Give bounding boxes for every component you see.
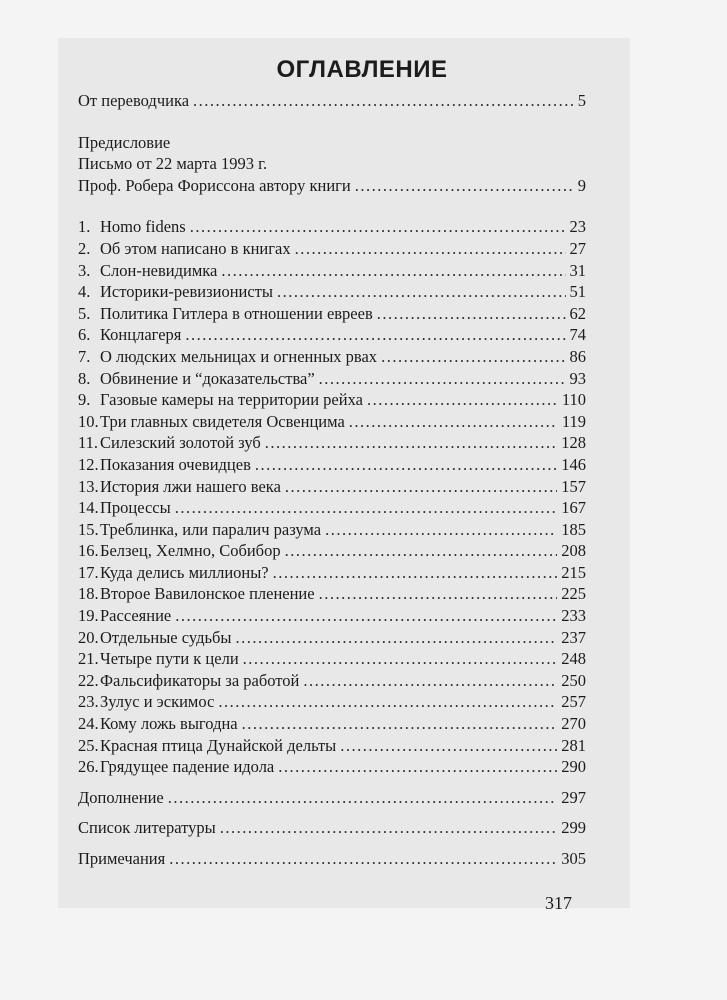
toc-entry-chapter: [78, 627, 586, 649]
entry-page: 208: [561, 541, 586, 561]
entry-title: Проф. Робера Фориссона автору книги: [78, 175, 351, 195]
toc-entry-translator: [78, 90, 586, 112]
leader-dots: [381, 346, 565, 368]
chapter-number: 8.: [78, 368, 91, 388]
entry-title: Второе Вавилонское пленение: [100, 584, 315, 604]
leader-dots: [242, 713, 558, 735]
chapter-number: 17.: [78, 562, 99, 582]
chapter-number: 7.: [78, 346, 91, 366]
leader-dots: [367, 389, 558, 411]
leader-dots: [355, 175, 574, 197]
toc-entry-chapter: [78, 540, 586, 562]
entry-page: 297: [561, 787, 586, 807]
chapter-number: 20.: [78, 627, 99, 647]
toc-entry-chapter: [78, 691, 586, 713]
toc-entry-chapter: [78, 476, 586, 498]
entry-title: Четыре пути к цели: [100, 649, 239, 669]
toc-entry-bibliography: [78, 817, 586, 839]
entry-title: Фальсификаторы за работой: [100, 670, 300, 690]
entry-page: 225: [561, 584, 586, 604]
entry-page: 281: [561, 735, 586, 755]
entry-page: 23: [569, 217, 586, 237]
entry-title: Белзец, Хелмно, Собибор: [100, 541, 281, 561]
entry-page: 157: [561, 476, 586, 496]
toc-heading: ОГЛАВЛЕНИЕ: [276, 56, 448, 83]
leader-dots: [220, 817, 558, 839]
chapter-number: 9.: [78, 390, 91, 410]
chapter-number: 14.: [78, 498, 99, 518]
entry-title: Список литературы: [78, 818, 216, 838]
toc-entry-chapter: [78, 216, 586, 238]
chapter-number: 12.: [78, 454, 99, 474]
entry-title: Примечания: [78, 849, 166, 868]
leader-dots: [303, 670, 557, 692]
entry-page: 237: [561, 627, 586, 647]
entry-page: 305: [561, 849, 586, 868]
leader-dots: [273, 562, 558, 584]
entry-page: 51: [569, 282, 586, 302]
chapter-number: 25.: [78, 735, 99, 755]
leader-dots: [235, 627, 557, 649]
toc-entry-chapter: [78, 432, 586, 454]
entry-page: 248: [561, 649, 586, 669]
toc-entry-chapter: [78, 303, 586, 325]
entry-title: Три главных свидетеля Освенцима: [100, 411, 345, 431]
entry-page: 185: [561, 519, 586, 539]
toc-entry-chapter: [78, 648, 586, 670]
chapter-number: 19.: [78, 606, 99, 626]
entry-title: Обвинение и “доказательства”: [100, 368, 315, 388]
preface-line: Предисловие: [78, 132, 171, 152]
entry-page: 233: [561, 606, 586, 626]
toc-entry-chapter: [78, 411, 586, 433]
entry-page: 27: [569, 238, 586, 258]
entry-page: 250: [561, 670, 586, 690]
entry-title: Дополнение: [78, 787, 164, 807]
leader-dots: [190, 216, 566, 238]
entry-page: 270: [561, 714, 586, 734]
entry-title: Политика Гитлера в отношении евреев: [100, 303, 373, 323]
entry-title: Газовые камеры на территории рейха: [100, 390, 363, 410]
chapter-number: 1.: [78, 217, 91, 237]
leader-dots: [278, 756, 557, 778]
toc-entry-chapter: [78, 389, 586, 411]
entry-title: Об этом написано в книгах: [100, 238, 291, 258]
entry-title: Силезский золотой зуб: [100, 433, 261, 453]
chapter-number: 3.: [78, 260, 91, 280]
entry-title: Красная птица Дунайской дельты: [100, 735, 337, 755]
chapter-number: 2.: [78, 238, 91, 258]
chapter-number: 23.: [78, 692, 99, 712]
entry-title: История лжи нашего века: [100, 476, 281, 496]
entry-page: 257: [561, 692, 586, 712]
chapter-number: 4.: [78, 282, 91, 302]
leader-dots: [285, 476, 557, 498]
entry-page: 5: [577, 91, 586, 110]
leader-dots: [340, 735, 557, 757]
leader-dots: [243, 648, 558, 670]
page-number: 317: [545, 893, 572, 913]
entry-page: 31: [569, 260, 586, 280]
leader-dots: [255, 454, 557, 476]
chapter-number: 16.: [78, 541, 99, 561]
chapter-number: 26.: [78, 757, 99, 777]
toc-entry-chapter: [78, 670, 586, 692]
entry-page: 146: [561, 454, 586, 474]
toc-entry-chapter: [78, 454, 586, 476]
chapter-number: 22.: [78, 670, 99, 690]
toc-entry-chapter: [78, 324, 586, 346]
toc-entry-chapter: [78, 605, 586, 627]
entry-title: Зулус и эскимос: [100, 692, 215, 712]
toc-entry-chapter: [78, 756, 586, 778]
entry-page: 110: [561, 390, 586, 410]
table-of-contents: [78, 56, 586, 870]
chapter-number: 5.: [78, 303, 91, 323]
toc-entry-chapter: [78, 346, 586, 368]
entry-page: 74: [569, 325, 586, 345]
entry-page: 299: [561, 818, 586, 838]
preface-letter-line: Письмо от 22 марта 1993 г.: [78, 154, 268, 174]
leader-dots: [295, 238, 566, 260]
toc-entry-chapter: [78, 497, 586, 519]
leader-dots: [175, 497, 558, 519]
entry-title: Треблинка, или паралич разума: [100, 519, 322, 539]
chapter-list: [78, 216, 586, 777]
toc-entry-chapter: [78, 735, 586, 757]
entry-page: 167: [561, 498, 586, 518]
toc-entry-notes: [78, 848, 586, 870]
toc-entry-chapter: [78, 368, 586, 390]
entry-title: Кому ложь выгодна: [100, 714, 238, 734]
entry-page: 215: [561, 562, 586, 582]
entry-title: Слон-невидимка: [100, 260, 218, 280]
toc-entry-preface: [78, 175, 586, 197]
entry-title: Куда делись миллионы?: [100, 562, 269, 582]
leader-dots: [185, 324, 565, 346]
leader-dots: [193, 90, 574, 112]
toc-entry-chapter: [78, 562, 586, 584]
leader-dots: [377, 303, 566, 325]
leader-dots: [168, 787, 558, 809]
entry-page: 86: [569, 346, 586, 366]
entry-title: От переводчика: [78, 91, 190, 110]
toc-entry-chapter: [78, 238, 586, 260]
toc-entry-appendix: [78, 787, 586, 809]
leader-dots: [285, 540, 558, 562]
chapter-number: 10.: [78, 411, 99, 431]
toc-entry-chapter: [78, 260, 586, 282]
leader-dots: [175, 605, 557, 627]
leader-dots: [221, 260, 565, 282]
toc-entry-chapter: [78, 519, 586, 541]
entry-page: 128: [561, 433, 586, 453]
entry-title: Концлагеря: [100, 325, 182, 345]
leader-dots: [319, 368, 566, 390]
chapter-number: 15.: [78, 519, 99, 539]
entry-page: 9: [577, 175, 586, 195]
entry-title: Рассеяние: [100, 606, 172, 626]
toc-entry-chapter: [78, 583, 586, 605]
entry-title: Историки-ревизионисты: [100, 282, 273, 302]
entry-title: Отдельные судьбы: [100, 627, 232, 647]
leader-dots: [265, 432, 557, 454]
toc-entry-chapter: [78, 713, 586, 735]
leader-dots: [319, 583, 558, 605]
entry-page: 93: [569, 368, 586, 388]
entry-title: О людских мельницах и огненных рвах: [100, 346, 378, 366]
chapter-number: 11.: [78, 433, 99, 453]
leader-dots: [325, 519, 557, 541]
toc-entry-chapter: [78, 281, 586, 303]
entry-page: 62: [569, 303, 586, 323]
leader-dots: [277, 281, 566, 303]
entry-title: Грядущее падение идола: [100, 757, 275, 777]
leader-dots: [169, 848, 557, 870]
chapter-number: 18.: [78, 584, 99, 604]
leader-dots: [218, 691, 557, 713]
chapter-number: 13.: [78, 476, 99, 496]
entry-title: Homo fidens: [100, 217, 186, 237]
entry-page: 290: [561, 757, 586, 777]
chapter-number: 6.: [78, 325, 91, 345]
chapter-number: 21.: [78, 649, 99, 669]
entry-title: Показания очевидцев: [100, 454, 251, 474]
entry-page: 119: [561, 411, 586, 431]
chapter-number: 24.: [78, 714, 99, 734]
leader-dots: [349, 411, 558, 433]
entry-title: Процессы: [100, 498, 171, 518]
